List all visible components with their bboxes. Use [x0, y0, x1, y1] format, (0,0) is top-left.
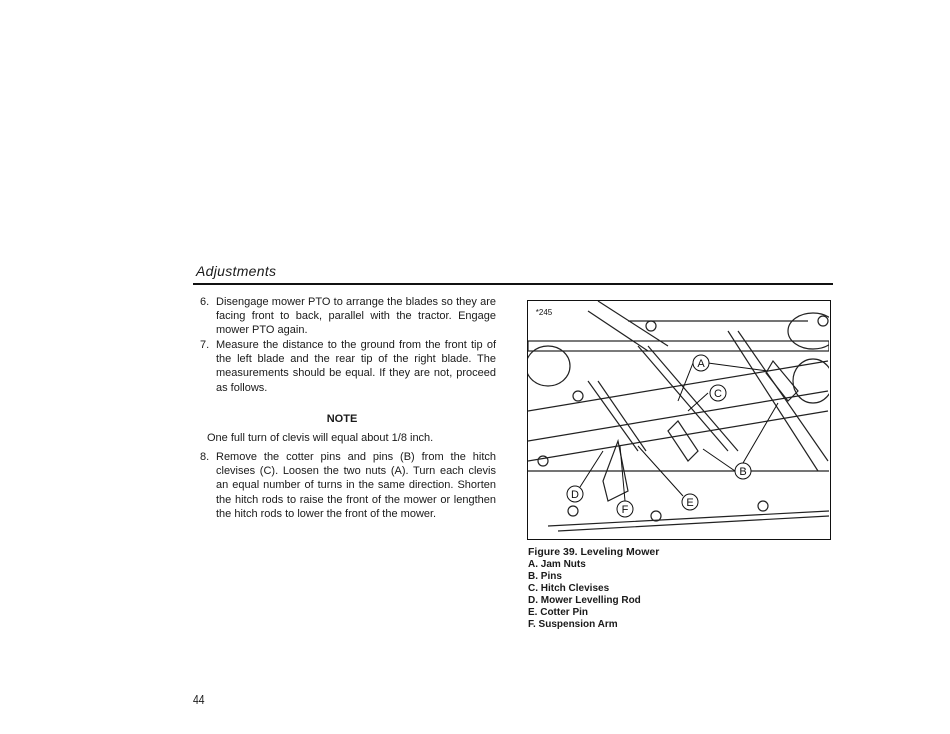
figure-title: Figure 39. Leveling Mower — [528, 546, 660, 558]
legend-item: C. Hitch Clevises — [528, 583, 610, 594]
svg-text:B: B — [739, 466, 747, 478]
step-text: Remove the cotter pins and pins (B) from the hitch clevises (C). Loosen the two nuts (A). Turn each clevis an equal number of turns in the same direction. Shorten the hitch rods to raise the front of the mower or lengthen the hitch rods to lower the front of the mower. — [216, 451, 496, 520]
step-8 — [200, 450, 496, 521]
step-number: 7. — [200, 339, 210, 351]
heading-rule — [193, 283, 833, 285]
levelling-rod — [588, 381, 646, 451]
step-number: 6. — [200, 296, 210, 308]
legend-item: E. Cotter Pin — [528, 607, 589, 618]
callout-leaders — [580, 363, 778, 501]
step-text: Measure the distance to the ground from the front tip of the left blade and the rear tip of the right blade. The measurements should be equal. If they are not, proceed as follows. — [216, 339, 496, 394]
step-7 — [200, 338, 496, 395]
legend-item: A. Jam Nuts — [528, 559, 586, 570]
legend-item: F. Suspension Arm — [528, 619, 618, 630]
callout-f — [617, 501, 633, 517]
mower-illustration — [528, 301, 829, 538]
step-text: Disengage mower PTO to arrange the blades so they are facing front to back, parallel with the tractor. Engage mower PTO again. — [216, 296, 496, 337]
figure-leveling-mower — [527, 300, 831, 540]
step-6 — [200, 295, 496, 338]
svg-text:D: D — [571, 489, 579, 501]
svg-text:F: F — [621, 504, 629, 516]
figure-ref-number: *245 — [535, 308, 553, 317]
svg-text:E: E — [686, 497, 694, 509]
legend-item: D. Mower Levelling Rod — [528, 595, 641, 606]
callout-c — [710, 385, 726, 401]
svg-text:C: C — [714, 388, 722, 400]
note-text: One full turn of clevis will equal about 1/8 inch. — [207, 432, 434, 444]
svg-text:A: A — [697, 358, 705, 370]
note-heading: NOTE — [326, 413, 358, 425]
callout-b — [735, 463, 751, 479]
legend-item: B. Pins — [528, 571, 562, 582]
callout-a — [693, 355, 709, 371]
callout-d — [567, 486, 583, 502]
section-heading: Adjustments — [196, 263, 277, 279]
page-number: 44 — [193, 692, 205, 707]
callout-e — [682, 494, 698, 510]
step-number: 8. — [200, 451, 210, 463]
top-frame-bar — [528, 341, 829, 351]
figure-caption — [528, 546, 659, 631]
hitch-rod — [728, 331, 828, 471]
